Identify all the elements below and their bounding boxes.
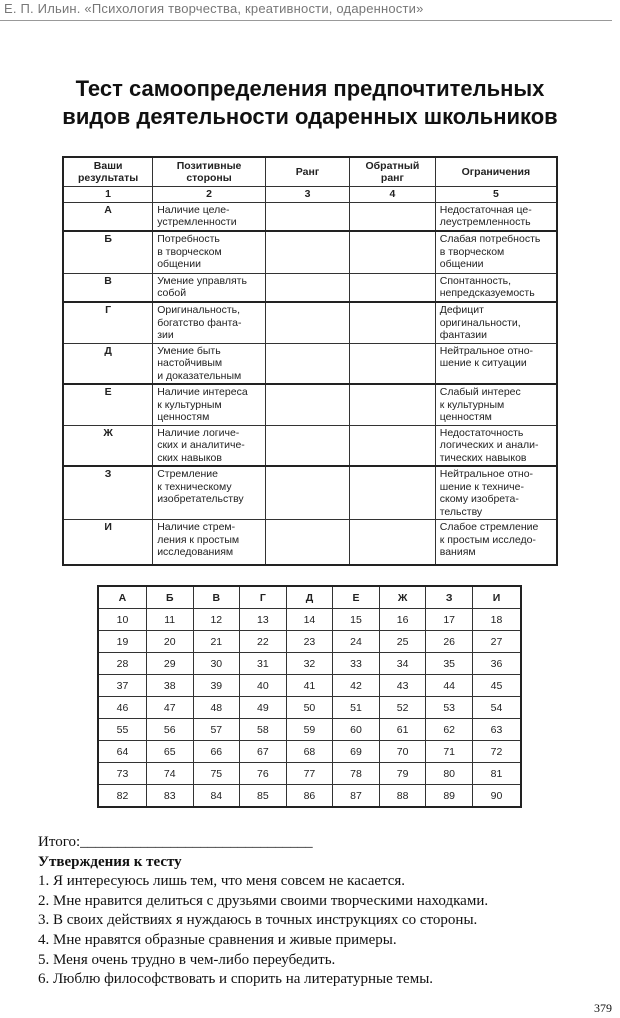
grid-cell: 74 bbox=[146, 763, 193, 785]
grid-cell: 81 bbox=[472, 763, 521, 785]
grid-cell: 29 bbox=[146, 653, 193, 675]
reverse-rank-cell bbox=[350, 520, 436, 565]
grid-cell: 56 bbox=[146, 719, 193, 741]
grid-cell: 72 bbox=[472, 741, 521, 763]
reverse-rank-cell bbox=[350, 273, 436, 302]
limitation: Недостаточная це- леустремленность bbox=[435, 202, 557, 231]
limitation: Слабая потребность в творческом общении bbox=[435, 231, 557, 273]
column-header: Ранг bbox=[265, 157, 349, 187]
table-row bbox=[63, 273, 557, 302]
grid-cell: 40 bbox=[240, 675, 287, 697]
title-line: видов деятельности одаренных школьников bbox=[62, 104, 558, 129]
grid-cell: 86 bbox=[286, 785, 333, 808]
statement: 1. Я интересуюсь лишь тем, что меня совсем не касается. bbox=[38, 873, 406, 890]
grid-cell: 75 bbox=[193, 763, 240, 785]
grid-cell: 87 bbox=[333, 785, 380, 808]
limitation: Нейтральное отно- шение к ситуации bbox=[435, 343, 557, 384]
reverse-rank-cell bbox=[350, 384, 436, 425]
grid-row bbox=[98, 653, 521, 675]
column-number: 2 bbox=[153, 187, 266, 203]
grid-cell: 17 bbox=[426, 609, 473, 631]
total-field: Итого:_______________________________ bbox=[38, 834, 313, 850]
grid-cell: 23 bbox=[286, 631, 333, 653]
rank-cell bbox=[265, 466, 349, 520]
positive-side: Наличие целе- устремленности bbox=[153, 202, 266, 231]
grid-cell: 32 bbox=[286, 653, 333, 675]
grid-cell: 38 bbox=[146, 675, 193, 697]
grid-row bbox=[98, 719, 521, 741]
grid-cell: 47 bbox=[146, 697, 193, 719]
grid-row bbox=[98, 741, 521, 763]
statement: 3. В своих действиях я нуждаюсь в точных инструкциях со стороны. bbox=[38, 912, 478, 929]
grid-cell: 26 bbox=[426, 631, 473, 653]
column-header: Ваши результаты bbox=[63, 157, 153, 187]
row-letter: Г bbox=[63, 302, 153, 343]
grid-cell: 11 bbox=[146, 609, 193, 631]
row-letter: А bbox=[63, 202, 153, 231]
page-number: 379 bbox=[594, 1001, 612, 1015]
grid-cell: 36 bbox=[472, 653, 521, 675]
grid-cell: 61 bbox=[379, 719, 426, 741]
limitation: Нейтральное отно- шение к техниче- скому изобрета- тельству bbox=[435, 466, 557, 520]
positive-side: Наличие стрем- ления к простым исследованиям bbox=[153, 520, 266, 565]
reverse-rank-cell bbox=[350, 202, 436, 231]
grid-cell: 25 bbox=[379, 631, 426, 653]
grid-header: В bbox=[193, 586, 240, 609]
grid-cell: 76 bbox=[240, 763, 287, 785]
grid-cell: 84 bbox=[193, 785, 240, 808]
grid-row bbox=[98, 763, 521, 785]
grid-cell: 66 bbox=[193, 741, 240, 763]
limitation: Недостаточность логических и анали- тических навыков bbox=[435, 425, 557, 466]
grid-cell: 27 bbox=[472, 631, 521, 653]
statements-heading: Утверждения к тесту bbox=[38, 853, 182, 870]
grid-cell: 52 bbox=[379, 697, 426, 719]
rank-cell bbox=[265, 520, 349, 565]
grid-cell: 43 bbox=[379, 675, 426, 697]
positive-side: Наличие логиче- ских и аналитиче- ских навыков bbox=[153, 425, 266, 466]
statement: 2. Мне нравится делиться с друзьями своими творческими находками. bbox=[38, 892, 489, 909]
self-assessment-table bbox=[62, 156, 558, 566]
table-row bbox=[63, 425, 557, 466]
rank-cell bbox=[265, 231, 349, 273]
page-title bbox=[0, 75, 620, 131]
limitation: Дефицит оригинальности, фантазии bbox=[435, 302, 557, 343]
column-header: Позитивные стороны bbox=[153, 157, 266, 187]
grid-cell: 48 bbox=[193, 697, 240, 719]
answer-grid-table bbox=[97, 585, 522, 808]
column-number: 4 bbox=[350, 187, 436, 203]
grid-header-row bbox=[98, 586, 521, 609]
grid-cell: 62 bbox=[426, 719, 473, 741]
positive-side: Оригинальность, богатство фанта- зии bbox=[153, 302, 266, 343]
header-rule bbox=[0, 20, 612, 21]
table-row bbox=[63, 202, 557, 231]
grid-cell: 50 bbox=[286, 697, 333, 719]
table-row bbox=[63, 302, 557, 343]
grid-cell: 64 bbox=[98, 741, 146, 763]
grid-cell: 78 bbox=[333, 763, 380, 785]
running-head: Е. П. Ильин. «Психология творчества, креативности, одаренности» bbox=[4, 1, 424, 16]
rank-cell bbox=[265, 302, 349, 343]
grid-cell: 77 bbox=[286, 763, 333, 785]
grid-cell: 71 bbox=[426, 741, 473, 763]
row-letter: И bbox=[63, 520, 153, 565]
grid-cell: 16 bbox=[379, 609, 426, 631]
column-header: Ограничения bbox=[435, 157, 557, 187]
statement: 5. Меня очень трудно в чем-либо переубедить. bbox=[38, 951, 336, 968]
limitation: Слабое стремление к простым исследо- ваниям bbox=[435, 520, 557, 565]
row-letter: Е bbox=[63, 384, 153, 425]
grid-cell: 53 bbox=[426, 697, 473, 719]
grid-cell: 83 bbox=[146, 785, 193, 808]
column-number: 1 bbox=[63, 187, 153, 203]
grid-cell: 63 bbox=[472, 719, 521, 741]
reverse-rank-cell bbox=[350, 425, 436, 466]
grid-header: А bbox=[98, 586, 146, 609]
positive-side: Потребность в творческом общении bbox=[153, 231, 266, 273]
grid-cell: 41 bbox=[286, 675, 333, 697]
table-row bbox=[63, 231, 557, 273]
limitation: Слабый интерес к культурным ценностям bbox=[435, 384, 557, 425]
grid-cell: 28 bbox=[98, 653, 146, 675]
statement: 6. Люблю философствовать и спорить на литературные темы. bbox=[38, 971, 434, 988]
grid-cell: 22 bbox=[240, 631, 287, 653]
grid-cell: 46 bbox=[98, 697, 146, 719]
statements-section bbox=[38, 833, 598, 990]
rank-cell bbox=[265, 343, 349, 384]
rank-cell bbox=[265, 273, 349, 302]
grid-cell: 67 bbox=[240, 741, 287, 763]
grid-cell: 58 bbox=[240, 719, 287, 741]
title-line: Тест самоопределения предпочтительных bbox=[75, 76, 545, 101]
positive-side: Умение быть настойчивым и доказательным bbox=[153, 343, 266, 384]
grid-header: Ж bbox=[379, 586, 426, 609]
rank-cell bbox=[265, 202, 349, 231]
table-row bbox=[63, 520, 557, 565]
grid-cell: 60 bbox=[333, 719, 380, 741]
table-row bbox=[63, 343, 557, 384]
grid-cell: 33 bbox=[333, 653, 380, 675]
grid-cell: 37 bbox=[98, 675, 146, 697]
grid-header: Б bbox=[146, 586, 193, 609]
grid-cell: 70 bbox=[379, 741, 426, 763]
grid-row bbox=[98, 609, 521, 631]
grid-cell: 80 bbox=[426, 763, 473, 785]
positive-side: Стремление к техническому изобретательству bbox=[153, 466, 266, 520]
grid-header: И bbox=[472, 586, 521, 609]
table-row bbox=[63, 384, 557, 425]
grid-cell: 59 bbox=[286, 719, 333, 741]
grid-cell: 65 bbox=[146, 741, 193, 763]
grid-row bbox=[98, 785, 521, 808]
grid-cell: 19 bbox=[98, 631, 146, 653]
grid-cell: 21 bbox=[193, 631, 240, 653]
grid-cell: 79 bbox=[379, 763, 426, 785]
grid-header: Е bbox=[333, 586, 380, 609]
grid-cell: 51 bbox=[333, 697, 380, 719]
grid-cell: 89 bbox=[426, 785, 473, 808]
grid-cell: 34 bbox=[379, 653, 426, 675]
row-letter: Д bbox=[63, 343, 153, 384]
grid-cell: 18 bbox=[472, 609, 521, 631]
grid-cell: 42 bbox=[333, 675, 380, 697]
grid-cell: 88 bbox=[379, 785, 426, 808]
row-letter: З bbox=[63, 466, 153, 520]
reverse-rank-cell bbox=[350, 343, 436, 384]
reverse-rank-cell bbox=[350, 302, 436, 343]
grid-cell: 15 bbox=[333, 609, 380, 631]
grid-header: Г bbox=[240, 586, 287, 609]
grid-cell: 13 bbox=[240, 609, 287, 631]
grid-cell: 54 bbox=[472, 697, 521, 719]
grid-cell: 14 bbox=[286, 609, 333, 631]
grid-cell: 82 bbox=[98, 785, 146, 808]
grid-cell: 24 bbox=[333, 631, 380, 653]
grid-cell: 85 bbox=[240, 785, 287, 808]
grid-cell: 49 bbox=[240, 697, 287, 719]
grid-cell: 12 bbox=[193, 609, 240, 631]
grid-cell: 55 bbox=[98, 719, 146, 741]
grid-cell: 39 bbox=[193, 675, 240, 697]
row-letter: Б bbox=[63, 231, 153, 273]
reverse-rank-cell bbox=[350, 466, 436, 520]
column-numbers-row bbox=[63, 187, 557, 203]
grid-cell: 31 bbox=[240, 653, 287, 675]
row-letter: Ж bbox=[63, 425, 153, 466]
grid-row bbox=[98, 697, 521, 719]
grid-cell: 20 bbox=[146, 631, 193, 653]
limitation: Спонтанность, непредсказуемость bbox=[435, 273, 557, 302]
grid-row bbox=[98, 675, 521, 697]
grid-cell: 68 bbox=[286, 741, 333, 763]
grid-cell: 30 bbox=[193, 653, 240, 675]
statement: 4. Мне нравятся образные сравнения и живые примеры. bbox=[38, 931, 397, 948]
rank-cell bbox=[265, 425, 349, 466]
grid-cell: 73 bbox=[98, 763, 146, 785]
grid-header: Д bbox=[286, 586, 333, 609]
reverse-rank-cell bbox=[350, 231, 436, 273]
column-header: Обратный ранг bbox=[350, 157, 436, 187]
positive-side: Умение управлять собой bbox=[153, 273, 266, 302]
grid-cell: 90 bbox=[472, 785, 521, 808]
grid-row bbox=[98, 631, 521, 653]
column-number: 5 bbox=[435, 187, 557, 203]
column-number: 3 bbox=[265, 187, 349, 203]
table-row bbox=[63, 466, 557, 520]
grid-cell: 69 bbox=[333, 741, 380, 763]
grid-cell: 35 bbox=[426, 653, 473, 675]
grid-cell: 10 bbox=[98, 609, 146, 631]
rank-cell bbox=[265, 384, 349, 425]
grid-cell: 44 bbox=[426, 675, 473, 697]
grid-cell: 57 bbox=[193, 719, 240, 741]
row-letter: В bbox=[63, 273, 153, 302]
positive-side: Наличие интереса к культурным ценностям bbox=[153, 384, 266, 425]
grid-header: З bbox=[426, 586, 473, 609]
grid-cell: 45 bbox=[472, 675, 521, 697]
